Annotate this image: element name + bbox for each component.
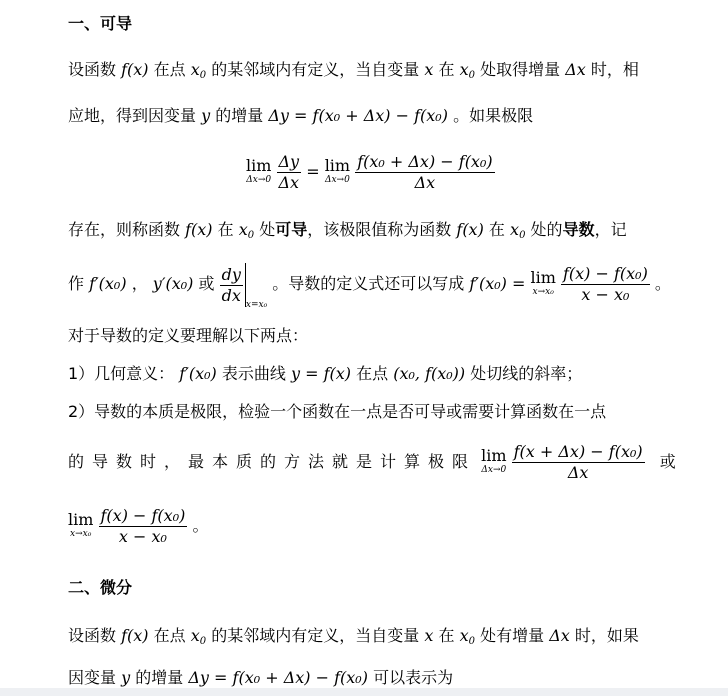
paragraph-line xyxy=(68,668,453,688)
text: 因变量 xyxy=(68,668,117,687)
text: 时，相 xyxy=(590,60,639,79)
math-fx: f(x) xyxy=(121,626,149,645)
math-fprime: f′(x₀) xyxy=(179,364,217,383)
text: 。如果极限 xyxy=(453,106,534,125)
math-fx: f(x) xyxy=(121,60,149,79)
math-increment: = f(x₀ + Δx) − f(x₀) xyxy=(294,106,448,125)
limit-operator: lim Δx→0 xyxy=(324,155,351,185)
display-formula-limit: lim Δx→0 $\frac{\Delta y}{\Delta x}$ = lim Δx→0 $\frac{\text{f(x₀ + Δx) − f(x₀)}}{\Delta x}$ xyxy=(246,152,493,192)
section-heading-derivable: 一、可导 xyxy=(68,14,133,33)
fraction-increment: $\frac{\text{f(x₀ + Δx) − f(x₀)}}{\Delta x}$ xyxy=(357,152,493,192)
text: 处 xyxy=(259,220,276,239)
text: 。 xyxy=(192,516,209,535)
math-x0: $x_0$ xyxy=(238,220,255,241)
text: 处有增量 xyxy=(480,626,545,645)
limit-operator: lim x→x₀ xyxy=(530,267,556,297)
text: 。导数的定义式还可以写成 xyxy=(272,274,465,293)
math-yprime: y′(x₀) xyxy=(152,274,194,293)
math-x: x xyxy=(424,626,434,645)
paragraph-line: 作 f′(x₀) ， y′(x₀) 或 $\frac{dy}{dx}$ x=x₀ 。导数的定义式还可以写成 f′(x₀) = lim x→x₀ $\frac{\text{f(x) − f(x₀)}}{\text{x − x₀}}$ 。 xyxy=(68,262,671,327)
math-y: y xyxy=(201,106,211,125)
text: 。 xyxy=(654,274,671,293)
math-delta-y: Δy xyxy=(188,668,209,687)
paragraph-line xyxy=(68,626,639,652)
paragraph-line xyxy=(68,60,639,86)
math-delta-x: Δx xyxy=(565,60,586,79)
limit-operator: lim x→x₀ xyxy=(68,509,94,539)
math-fx: f(x) xyxy=(185,220,213,239)
text: 1）几何意义： xyxy=(68,364,175,383)
math-fprime: f′(x₀) xyxy=(89,274,127,293)
math-fx: f(x) xyxy=(456,220,484,239)
text: 的某邻域内有定义，当自变量 xyxy=(211,60,420,79)
paragraph-line xyxy=(68,106,533,126)
text: 的某邻域内有定义，当自变量 xyxy=(211,626,420,645)
text: 设函数 xyxy=(68,626,117,645)
paragraph-line xyxy=(68,504,208,548)
paragraph-line xyxy=(68,440,676,484)
paragraph-line xyxy=(68,364,582,384)
text: 在 xyxy=(488,220,505,239)
math-x0: $x_0$ xyxy=(510,220,526,241)
fraction-dy-dx: $\frac{\Delta y}{\Delta x}$ xyxy=(278,152,300,192)
fraction-difference-quotient: $\frac{\text{f(x) − f(x₀)}}{\text{x − x₀}}$ xyxy=(562,264,648,304)
math-delta-y: Δy xyxy=(268,106,289,125)
page-bottom-edge xyxy=(0,688,728,696)
text: 或 xyxy=(659,452,676,471)
fraction-difference-quotient: $\frac{\text{f(x) − f(x₀)}}{\text{x − x₀}}$ xyxy=(100,506,186,546)
text: 应地，得到因变量 xyxy=(68,106,197,125)
text: ， xyxy=(131,274,148,293)
text: 处取得增量 xyxy=(480,60,561,79)
text: 的增量 xyxy=(135,668,184,687)
text: 在点 xyxy=(356,364,389,383)
text: 在 xyxy=(438,626,455,645)
text: 的增量 xyxy=(215,106,264,125)
section-heading-differential: 二、微分 xyxy=(68,578,133,597)
evaluated-derivative: $\frac{dy}{dx}$ xyxy=(220,263,246,307)
math-increment: = f(x₀ + Δx) − f(x₀) xyxy=(214,668,368,687)
text: ，记 xyxy=(594,220,627,239)
text: 处切线的斜率； xyxy=(470,364,583,383)
paragraph-line: 对于导数的定义要理解以下两点： xyxy=(68,326,309,345)
math-point: (x₀, f(x₀)) xyxy=(393,364,466,383)
text: 设函数 xyxy=(68,60,117,79)
math-x: x xyxy=(424,60,434,79)
limit-operator: lim Δx→0 xyxy=(246,155,272,185)
math-delta-x: Δx xyxy=(549,626,570,645)
math-curve: y = f(x) xyxy=(290,364,352,383)
text: 的导数时，最本质的方法就是计算极限 xyxy=(68,452,477,471)
text: 处的 xyxy=(530,220,563,239)
paragraph-line xyxy=(68,220,627,246)
text: 时，如果 xyxy=(574,626,639,645)
math-fprime: f′(x₀) xyxy=(469,274,507,293)
text: 在点 xyxy=(153,626,186,645)
paragraph-line: 2）导数的本质是极限，检验一个函数在一点是否可导或需要计算函数在一点 xyxy=(68,402,607,421)
text: 可以表示为 xyxy=(373,668,454,687)
term-derivable: 可导 xyxy=(275,220,308,239)
text: ，该极限值称为函数 xyxy=(307,220,452,239)
text: 在 xyxy=(438,60,455,79)
text: 表示曲线 xyxy=(221,364,286,383)
text: 在点 xyxy=(153,60,186,79)
limit-operator: lim Δx→0 xyxy=(481,445,507,475)
math-x0: $x_0$ xyxy=(459,626,475,647)
text: 或 xyxy=(198,274,215,293)
text: 作 xyxy=(68,274,85,293)
math-x0: $x_0$ xyxy=(190,626,207,647)
text: 在 xyxy=(217,220,234,239)
eval-subscript: x=x₀ xyxy=(245,300,268,310)
fraction-increment-alt: $\frac{\text{f(x + Δx) − f(x₀)}}{\Delta x}$ xyxy=(513,442,643,482)
text: 存在，则称函数 xyxy=(68,220,181,239)
term-derivative: 导数 xyxy=(562,220,595,239)
math-y: y xyxy=(121,668,131,687)
math-x0: $x_0$ xyxy=(459,60,475,81)
math-x0: $x_0$ xyxy=(190,60,207,81)
